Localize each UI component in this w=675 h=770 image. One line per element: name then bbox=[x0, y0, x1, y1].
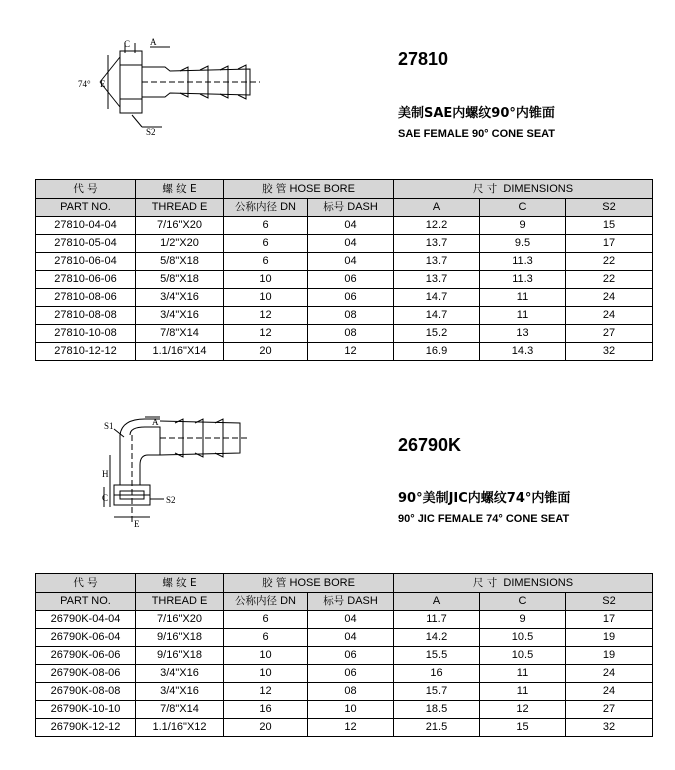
cell-part-no: 26790K-04-04 bbox=[36, 611, 136, 629]
cell-c: 10.5 bbox=[480, 629, 566, 647]
drawing-label-h: H bbox=[102, 469, 109, 479]
cell-a: 15.2 bbox=[394, 325, 480, 343]
cell-dn: 10 bbox=[224, 271, 308, 289]
cell-dn: 6 bbox=[224, 217, 308, 235]
cell-thread: 9/16"X18 bbox=[136, 647, 224, 665]
cell-c: 9 bbox=[480, 217, 566, 235]
cell-s2: 27 bbox=[566, 701, 653, 719]
table-row bbox=[36, 289, 653, 307]
cell-dn: 6 bbox=[224, 235, 308, 253]
header-a: A bbox=[394, 199, 480, 217]
header-c: C bbox=[480, 199, 566, 217]
cell-a: 14.7 bbox=[394, 289, 480, 307]
table-row bbox=[36, 307, 653, 325]
cell-dn: 6 bbox=[224, 253, 308, 271]
cell-c: 9 bbox=[480, 611, 566, 629]
cell-dn: 12 bbox=[224, 683, 308, 701]
cell-thread: 5/8"X18 bbox=[136, 271, 224, 289]
cell-c: 11.3 bbox=[480, 253, 566, 271]
cell-thread: 1/2"X20 bbox=[136, 235, 224, 253]
product-title-cn: 90°美制JIC内螺纹74°内锥面 bbox=[398, 491, 571, 506]
cell-thread: 3/4"X16 bbox=[136, 307, 224, 325]
table-row bbox=[36, 683, 653, 701]
table-row bbox=[36, 647, 653, 665]
cell-c: 11.3 bbox=[480, 271, 566, 289]
cell-thread: 7/8"X14 bbox=[136, 325, 224, 343]
cell-part-no: 26790K-08-06 bbox=[36, 665, 136, 683]
cell-dash: 06 bbox=[308, 665, 394, 683]
cell-thread: 1.1/16"X14 bbox=[136, 343, 224, 361]
cell-a: 18.5 bbox=[394, 701, 480, 719]
drawing-label-e: E bbox=[134, 519, 140, 529]
cell-dash: 08 bbox=[308, 307, 394, 325]
cell-s2: 22 bbox=[566, 253, 653, 271]
header-c: C bbox=[480, 593, 566, 611]
cell-s2: 27 bbox=[566, 325, 653, 343]
cell-dash: 12 bbox=[308, 719, 394, 737]
cell-part-no: 27810-05-04 bbox=[36, 235, 136, 253]
drawing-label-a: A bbox=[150, 37, 157, 47]
cell-dash: 04 bbox=[308, 629, 394, 647]
table-subheader-row bbox=[36, 199, 653, 217]
cell-c: 14.3 bbox=[480, 343, 566, 361]
table-subheader-row bbox=[36, 593, 653, 611]
cell-s2: 24 bbox=[566, 665, 653, 683]
table-row bbox=[36, 235, 653, 253]
cell-s2: 17 bbox=[566, 235, 653, 253]
cell-dn: 16 bbox=[224, 701, 308, 719]
table-row bbox=[36, 701, 653, 719]
cell-s2: 17 bbox=[566, 611, 653, 629]
table-row bbox=[36, 253, 653, 271]
cell-a: 12.2 bbox=[394, 217, 480, 235]
cell-part-no: 27810-10-08 bbox=[36, 325, 136, 343]
table-row bbox=[36, 719, 653, 737]
drawing-label-s2: S2 bbox=[166, 495, 176, 505]
cell-dash: 12 bbox=[308, 343, 394, 361]
cell-a: 11.7 bbox=[394, 611, 480, 629]
drawing-label-c: C bbox=[102, 493, 109, 503]
drawing-label-a: A bbox=[152, 417, 159, 427]
header-hose-bore: 胶 管 HOSE BORE bbox=[224, 180, 394, 199]
cell-thread: 3/4"X16 bbox=[136, 683, 224, 701]
cell-thread: 9/16"X18 bbox=[136, 629, 224, 647]
cell-s2: 22 bbox=[566, 271, 653, 289]
drawing-label-s2: S2 bbox=[146, 127, 156, 137]
product-title-cn: 美制SAE内螺纹90°内锥面 bbox=[398, 106, 555, 121]
table-row bbox=[36, 343, 653, 361]
cell-thread: 5/8"X18 bbox=[136, 253, 224, 271]
cell-part-no: 26790K-12-12 bbox=[36, 719, 136, 737]
cell-a: 13.7 bbox=[394, 271, 480, 289]
cell-s2: 24 bbox=[566, 289, 653, 307]
drawing-label-s1: S1 bbox=[104, 421, 114, 431]
header-a: A bbox=[394, 593, 480, 611]
drawing-label-c: C bbox=[124, 39, 131, 49]
header-part-en: PART NO. bbox=[36, 593, 136, 611]
product-code: 26790K bbox=[398, 435, 462, 455]
cell-dn: 6 bbox=[224, 629, 308, 647]
cell-dash: 06 bbox=[308, 647, 394, 665]
cell-dn: 10 bbox=[224, 289, 308, 307]
cell-dn: 6 bbox=[224, 611, 308, 629]
table-header-row bbox=[36, 180, 653, 199]
cell-part-no: 27810-08-08 bbox=[36, 307, 136, 325]
cell-part-no: 27810-12-12 bbox=[36, 343, 136, 361]
cell-part-no: 26790K-08-08 bbox=[36, 683, 136, 701]
cell-dash: 06 bbox=[308, 271, 394, 289]
cell-c: 11 bbox=[480, 307, 566, 325]
table-row bbox=[36, 611, 653, 629]
cell-thread: 1.1/16"X12 bbox=[136, 719, 224, 737]
drawing-label-e: E bbox=[100, 79, 106, 89]
header-dn: 公称内径 DN bbox=[224, 593, 308, 611]
cell-part-no: 27810-06-04 bbox=[36, 253, 136, 271]
cell-part-no: 26790K-06-04 bbox=[36, 629, 136, 647]
cell-dash: 04 bbox=[308, 235, 394, 253]
fitting-drawing-27810 bbox=[70, 35, 270, 140]
cell-c: 12 bbox=[480, 701, 566, 719]
cell-s2: 15 bbox=[566, 217, 653, 235]
header-thread-en: THREAD E bbox=[136, 593, 224, 611]
header-thread-en: THREAD E bbox=[136, 199, 224, 217]
header-part-cn: 代 号 bbox=[36, 574, 136, 593]
cell-s2: 19 bbox=[566, 629, 653, 647]
cell-dash: 08 bbox=[308, 683, 394, 701]
cell-dash: 04 bbox=[308, 611, 394, 629]
cell-dn: 10 bbox=[224, 665, 308, 683]
cell-c: 11 bbox=[480, 289, 566, 307]
cell-c: 9.5 bbox=[480, 235, 566, 253]
cell-a: 13.7 bbox=[394, 253, 480, 271]
header-part-en: PART NO. bbox=[36, 199, 136, 217]
cell-thread: 7/16"X20 bbox=[136, 217, 224, 235]
cell-part-no: 27810-04-04 bbox=[36, 217, 136, 235]
header-s2: S2 bbox=[566, 199, 653, 217]
cell-dn: 10 bbox=[224, 647, 308, 665]
header-dimensions: 尺 寸 DIMENSIONS bbox=[394, 180, 653, 199]
header-dimensions: 尺 寸 DIMENSIONS bbox=[394, 574, 653, 593]
product-code: 27810 bbox=[398, 49, 449, 69]
cell-c: 11 bbox=[480, 665, 566, 683]
header-s2: S2 bbox=[566, 593, 653, 611]
cell-dash: 08 bbox=[308, 325, 394, 343]
cell-thread: 7/8"X14 bbox=[136, 701, 224, 719]
cell-part-no: 27810-06-06 bbox=[36, 271, 136, 289]
cell-c: 15 bbox=[480, 719, 566, 737]
table-row bbox=[36, 665, 653, 683]
spec-table-27810 bbox=[35, 179, 653, 361]
cell-dash: 10 bbox=[308, 701, 394, 719]
cell-c: 11 bbox=[480, 683, 566, 701]
cell-a: 15.5 bbox=[394, 647, 480, 665]
cell-part-no: 26790K-06-06 bbox=[36, 647, 136, 665]
cell-s2: 24 bbox=[566, 683, 653, 701]
product-title-en: SAE FEMALE 90° CONE SEAT bbox=[398, 128, 555, 140]
cell-s2: 32 bbox=[566, 719, 653, 737]
cell-a: 13.7 bbox=[394, 235, 480, 253]
table-header-row bbox=[36, 574, 653, 593]
header-thread-cn: 螺 纹 E bbox=[136, 180, 224, 199]
header-dash: 标号 DASH bbox=[308, 593, 394, 611]
cell-a: 16 bbox=[394, 665, 480, 683]
cell-c: 13 bbox=[480, 325, 566, 343]
table-row bbox=[36, 217, 653, 235]
cell-part-no: 26790K-10-10 bbox=[36, 701, 136, 719]
cell-c: 10.5 bbox=[480, 647, 566, 665]
cell-s2: 32 bbox=[566, 343, 653, 361]
cell-dn: 20 bbox=[224, 719, 308, 737]
cell-dash: 04 bbox=[308, 253, 394, 271]
header-part-cn: 代 号 bbox=[36, 180, 136, 199]
header-dn: 公称内径 DN bbox=[224, 199, 308, 217]
cell-a: 14.2 bbox=[394, 629, 480, 647]
cell-a: 15.7 bbox=[394, 683, 480, 701]
cell-a: 14.7 bbox=[394, 307, 480, 325]
table-row bbox=[36, 271, 653, 289]
header-dash: 标号 DASH bbox=[308, 199, 394, 217]
cell-thread: 7/16"X20 bbox=[136, 611, 224, 629]
drawing-label-angle: 74° bbox=[78, 79, 91, 89]
product-title-en: 90° JIC FEMALE 74° CONE SEAT bbox=[398, 513, 570, 525]
cell-s2: 19 bbox=[566, 647, 653, 665]
cell-dash: 06 bbox=[308, 289, 394, 307]
cell-dash: 04 bbox=[308, 217, 394, 235]
cell-thread: 3/4"X16 bbox=[136, 289, 224, 307]
header-hose-bore: 胶 管 HOSE BORE bbox=[224, 574, 394, 593]
cell-dn: 12 bbox=[224, 325, 308, 343]
cell-part-no: 27810-08-06 bbox=[36, 289, 136, 307]
cell-a: 21.5 bbox=[394, 719, 480, 737]
spec-table-26790K bbox=[35, 573, 653, 737]
cell-s2: 24 bbox=[566, 307, 653, 325]
header-thread-cn: 螺 纹 E bbox=[136, 574, 224, 593]
cell-thread: 3/4"X16 bbox=[136, 665, 224, 683]
cell-dn: 20 bbox=[224, 343, 308, 361]
table-row bbox=[36, 325, 653, 343]
fitting-drawing-26790K bbox=[100, 415, 250, 530]
table-row bbox=[36, 629, 653, 647]
cell-a: 16.9 bbox=[394, 343, 480, 361]
cell-dn: 12 bbox=[224, 307, 308, 325]
